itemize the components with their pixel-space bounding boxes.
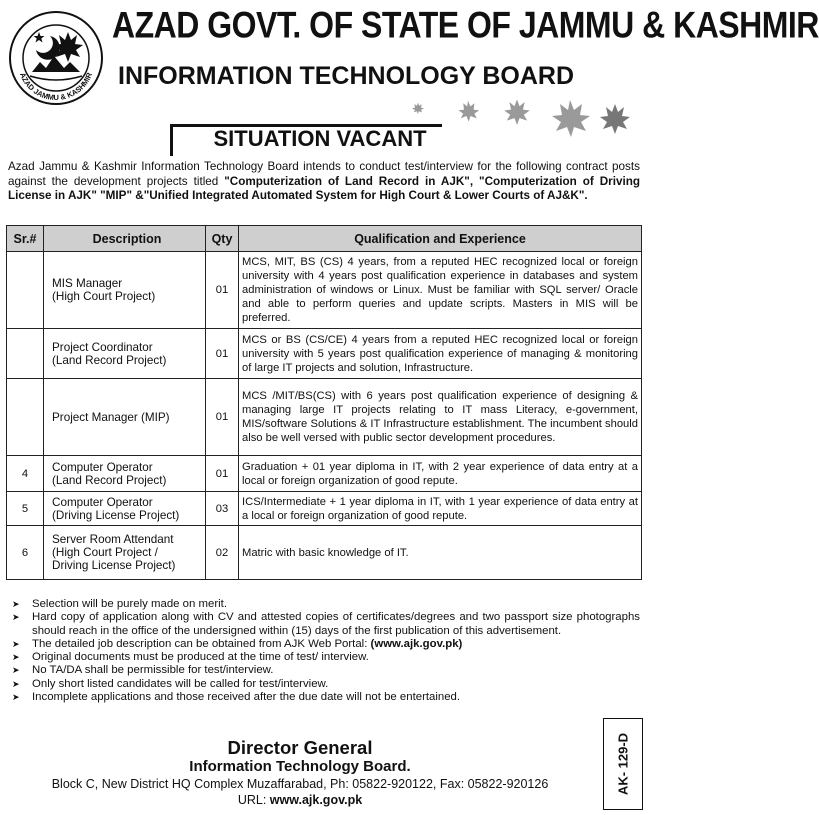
- arrow-bullet-icon: ➤: [12, 652, 20, 663]
- header-description: Description: [44, 226, 206, 252]
- row-qualification: Matric with basic knowledge of IT.: [239, 526, 642, 580]
- list-item: ➤ Original documents must be produced at the time of test/ interview.: [12, 651, 369, 664]
- list-item: ➤ Selection will be purely made on merit.: [12, 598, 227, 610]
- arrow-bullet-icon: ➤: [12, 599, 20, 609]
- row-description: [44, 252, 206, 329]
- post-title: Computer Operator: [52, 495, 153, 509]
- row-sr: 4: [7, 456, 44, 492]
- arrow-bullet-icon: ➤: [12, 678, 20, 689]
- list-item: ➤ No TA/DA shall be permissible for test/interview.: [12, 664, 274, 677]
- list-item: ➤ Only short listed candidates will be called for test/interview.: [12, 677, 329, 690]
- list-item: ➤ Incomplete applications and those received after the due date will not be entertained.: [12, 691, 461, 704]
- table-row: [7, 492, 642, 526]
- table-row: [7, 379, 642, 456]
- url-line: URL: www.ajk.gov.pk: [237, 793, 363, 807]
- header-sr: Sr.#: [7, 226, 44, 252]
- post-project: (Land Record Project): [52, 473, 167, 487]
- row-qty: 01: [206, 252, 239, 329]
- row-description: [44, 456, 206, 492]
- table-header-row: [7, 226, 642, 252]
- row-description: [44, 526, 206, 580]
- intro-text: Azad Jammu & Kashmir Information Technology Board intends to conduct test/interview for the following contract posts against the development projects titled: [8, 160, 640, 188]
- row-sr: [7, 329, 44, 379]
- table-row: [7, 252, 642, 329]
- row-qualification: MCS /MIT/BS(CS) with 6 years post qualification experience of designing & managing large IT projects relating to IT mass Literacy, e-government, MIS/software Solutions & IT Infrastructure establishment. The incumbent should also be well versed with public sector development procedures.: [239, 379, 642, 456]
- post-project: (High Court Project /: [52, 546, 158, 559]
- intro-paragraph: [8, 160, 640, 204]
- row-qty: 03: [206, 492, 239, 526]
- office-name: Information Technology Board.: [189, 758, 411, 775]
- portal-link[interactable]: (www.ajk.gov.pk): [370, 637, 463, 650]
- row-qty: 01: [206, 329, 239, 379]
- terms-list: [8, 598, 640, 704]
- svg-text:AZAD JAMMU & KASHMIR: AZAD JAMMU & KASHMIR: [17, 71, 95, 103]
- row-description: [44, 329, 206, 379]
- row-sr: [7, 379, 44, 456]
- ad-code: AK- 129-D: [615, 732, 631, 796]
- vacancy-table: [6, 225, 642, 580]
- row-sr: 5: [7, 492, 44, 526]
- row-sr: [7, 252, 44, 329]
- post-title: MIS Manager: [52, 277, 123, 290]
- row-sr: 6: [7, 526, 44, 580]
- post-title: Computer Operator: [52, 460, 153, 474]
- designation: Director General: [227, 737, 373, 758]
- intro-projects: "Computerization of Land Record in AJK", "Computerization of Driving License in AJK" "MIP" &"Unified Integrated Automated System for High Court & Lower Courts of AJ&K".: [8, 174, 640, 203]
- post-title: Server Room Attendant: [52, 533, 174, 546]
- arrow-bullet-icon: ➤: [12, 638, 20, 649]
- post-project-cont: Driving License Project): [52, 559, 176, 572]
- post-title: Project Manager (MIP): [52, 410, 170, 424]
- row-qty: 01: [206, 456, 239, 492]
- row-qty: 01: [206, 379, 239, 456]
- row-description: [44, 492, 206, 526]
- address: Block C, New District HQ Complex Muzaffarabad, Ph: 05822-920122, Fax: 05822-920126: [51, 777, 549, 791]
- situation-vacant-heading: SITUATION VACANT: [213, 126, 427, 151]
- ajk-emblem-logo: [6, 10, 106, 106]
- header: [0, 0, 819, 120]
- list-item: ➤ The detailed job description can be obtained from AJK Web Portal: (www.ajk.gov.pk): [12, 637, 463, 650]
- post-project: (Driving License Project): [52, 508, 180, 522]
- post-title: Project Coordinator: [52, 340, 153, 354]
- arrow-bullet-icon: ➤: [12, 612, 20, 623]
- table-row: [7, 456, 642, 492]
- ad-code-box: [603, 718, 643, 810]
- org-title: AZAD GOVT. OF STATE OF JAMMU & KASHMIR: [112, 4, 819, 46]
- header-qualification: Qualification and Experience: [239, 226, 642, 252]
- board-title: INFORMATION TECHNOLOGY BOARD: [118, 62, 575, 90]
- row-qualification: MCS, MIT, BS (CS) 4 years, from a reputed HEC recognized local or foreign university with 4 years post qualification experience in databases and system administration of windows or Linux. Must be familiar with SQL server/ Oracle and able to perform queries and update scripts. Masters in MIS will be preferred.: [239, 252, 642, 329]
- post-project: (High Court Project): [52, 290, 156, 303]
- list-item: ➤ Hard copy of application along with CV and attested copies of certificates/degrees and two passport size photographs should reach in the office of the undersigned within (15) days of the first publication of this advertisement.: [12, 611, 640, 637]
- row-qty: 02: [206, 526, 239, 580]
- row-qualification: ICS/Intermediate + 1 year diploma in IT, with 1 year experience of data entry at a local or foreign organization of good repute.: [239, 492, 642, 526]
- row-qualification: MCS or BS (CS/CE) 4 years from a reputed HEC recognized local or foreign university with 5 years post qualification experience of managing & monitoring of large IT projects and solution, Infrastructure.: [239, 329, 642, 379]
- table-row: [7, 329, 642, 379]
- footer-signature: [0, 737, 600, 808]
- row-description: [44, 379, 206, 456]
- row-qualification: Graduation + 01 year diploma in IT, with 2 year experience of data entry at a local or foreign organization of good repute.: [239, 456, 642, 492]
- post-project: (Land Record Project): [52, 353, 167, 367]
- table-row: [7, 526, 642, 580]
- arrow-bullet-icon: ➤: [12, 692, 20, 703]
- header-qty: Qty: [206, 226, 239, 252]
- arrow-bullet-icon: ➤: [12, 665, 20, 676]
- website-link[interactable]: www.ajk.gov.pk: [269, 793, 363, 807]
